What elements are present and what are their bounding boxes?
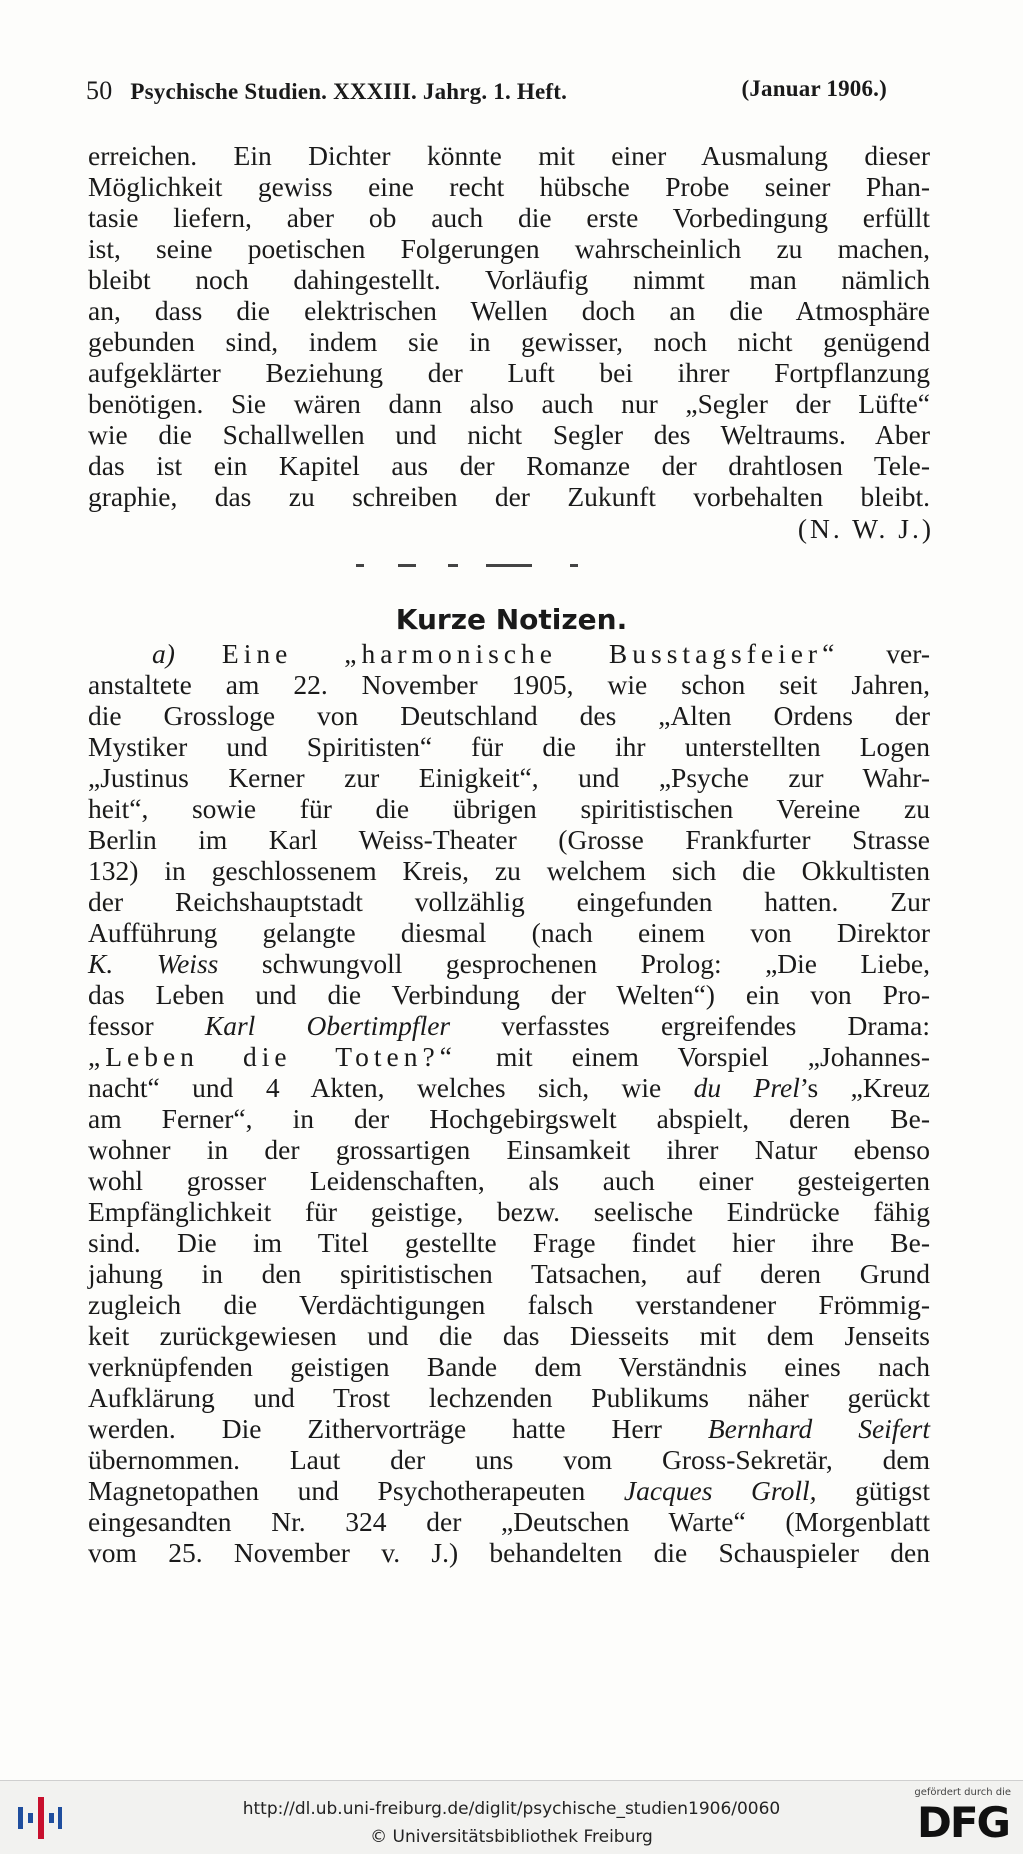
running-title: Psychische Studien. XXXIII. Jahrg. 1. Heft.: [130, 79, 568, 104]
text-line: benötigen. Sie wären dann also auch nur „Segler der Lüfte“: [88, 388, 930, 419]
event-title: Eine „harmonische Busstagsfeier“: [221, 638, 840, 669]
text-line: gebunden sind, indem sie in gewisser, noch nicht genügend: [88, 326, 930, 357]
text-line: graphie, das zu schreiben der Zukunft vorbehalten bleibt.: [88, 481, 930, 512]
text-line: nacht“ und 4 Akten, welches sich, wie du Prel’s „Kreuz: [88, 1072, 930, 1103]
text-line: eingesandten Nr. 324 der „Deutschen Warte“ (Morgenblatt: [88, 1506, 930, 1537]
item-marker: a): [152, 638, 175, 669]
dfg-label: gefördert durch die: [914, 1787, 1011, 1798]
text-line: Möglichkeit gewiss eine recht hübsche Probe seiner Phan-: [88, 171, 930, 202]
permalink-url[interactable]: http://dl.ub.uni-freiburg.de/diglit/psychische_studien1906/0060: [242, 1799, 781, 1819]
text-line: Berlin im Karl Weiss-Theater (Grosse Frankfurter Strasse: [88, 824, 930, 855]
text-line: übernommen. Laut der uns vom Gross-Sekretär, dem: [88, 1444, 930, 1475]
text-line: wohl grosser Leidenschaften, als auch einer gesteigerten: [88, 1165, 930, 1196]
text-line: bleibt noch dahingestellt. Vorläufig nimmt man nämlich: [88, 264, 930, 295]
viewer-footer: [0, 1780, 1023, 1854]
text-line: werden. Die Zithervorträge hatte Herr Bernhard Seifert: [88, 1413, 930, 1444]
text-line: das ist ein Kapitel aus der Romanze der drahtlosen Tele-: [88, 450, 930, 481]
text-line: sind. Die im Titel gestellte Frage findet hier ihre Be-: [88, 1227, 930, 1258]
text-line: wohner in der grossartigen Einsamkeit ihrer Natur ebenso: [88, 1134, 930, 1165]
issue-date: (Januar 1906.): [741, 76, 887, 101]
person-name: K. Weiss: [88, 948, 219, 979]
section-divider-ornament: [356, 562, 606, 568]
dfg-mark: DFG: [916, 1798, 1009, 1847]
text-line: 132) in geschlossenem Kreis, zu welchem sich die Okkultisten: [88, 855, 930, 886]
drama-title: „Leben die Toten?“: [88, 1041, 457, 1072]
text-line: fessor Karl Obertimpfler verfasstes ergreifendes Drama:: [88, 1010, 931, 1041]
person-name: Jacques Groll,: [623, 1475, 817, 1506]
text-line: jahung in den spiritistischen Tatsachen, auf deren Grund: [88, 1258, 930, 1289]
text-line: K. Weiss schwungvoll gesprochenen Prolog: „Die Liebe,: [88, 948, 930, 979]
text-line: anstaltete am 22. November 1905, wie schon seit Jahren,: [88, 669, 930, 700]
text-line: „Leben die Toten?“ mit einem Vorspiel „Johannes-: [88, 1041, 930, 1072]
text-line: Mystiker und Spiritisten“ für die ihr unterstellten Logen: [88, 731, 930, 762]
text-line: Aufklärung und Trost lechzenden Publikums näher gerückt: [88, 1382, 930, 1413]
person-name: du Prel: [693, 1072, 800, 1103]
text-line: vom 25. November v. J.) behandelten die Schauspieler den: [88, 1537, 930, 1568]
text-line: an, dass die elektrischen Wellen doch an die Atmosphäre: [88, 295, 930, 326]
author-signature: (N. W. J.): [797, 513, 934, 544]
copyright-notice: © Universitätsbibliothek Freiburg: [370, 1827, 653, 1847]
text-line: ist, seine poetischen Folgerungen wahrscheinlich zu machen,: [88, 233, 930, 264]
running-head: [86, 76, 901, 106]
text-line: die Grossloge von Deutschland des „Alten Ordens der: [88, 700, 930, 731]
text-line: heit“, sowie für die übrigen spiritistischen Vereine zu: [88, 793, 930, 824]
section-heading: Kurze Notizen.: [395, 603, 628, 636]
text-line: „Justinus Kerner zur Einigkeit“, und „Psyche zur Wahr-: [88, 762, 930, 793]
text-line: zugleich die Verdächtigungen falsch verstandener Frömmig-: [88, 1289, 930, 1320]
text-line: am Ferner“, in der Hochgebirgswelt abspielt, deren Be-: [88, 1103, 930, 1134]
text-line: tasie liefern, aber ob auch die erste Vorbedingung erfüllt: [88, 202, 930, 233]
text-line: Empfänglichkeit für geistige, bezw. seelische Eindrücke fähig: [88, 1196, 930, 1227]
text-line: der Reichshauptstadt vollzählig eingefunden hatten. Zur: [88, 886, 930, 917]
text-line: Magnetopathen und Psychotherapeuten Jacques Groll, gütigst: [88, 1475, 930, 1506]
text-line: das Leben und die Verbindung der Welten“) ein von Pro-: [88, 979, 930, 1010]
page-number: 50: [86, 76, 113, 105]
person-name: Karl Obertimpfler: [204, 1010, 451, 1041]
text-line: erreichen. Ein Dichter könnte mit einer Ausmalung dieser: [88, 140, 930, 171]
dfg-logo: [903, 1787, 1015, 1851]
person-name: Bernhard Seifert: [707, 1413, 930, 1444]
text-line: Aufführung gelangte diesmal (nach einem von Direktor: [88, 917, 930, 948]
text-line: keit zurückgewiesen und die das Diesseits mit dem Jenseits: [88, 1320, 930, 1351]
text-line: verknüpfenden geistigen Bande dem Verständnis eines nach: [88, 1351, 930, 1382]
text-line: wie die Schallwellen und nicht Segler des Weltraums. Aber: [88, 419, 930, 450]
text-line: aufgeklärter Beziehung der Luft bei ihrer Fortpflanzung: [88, 357, 930, 388]
text-line: a) Eine „harmonische Busstagsfeier“ ver-: [152, 638, 930, 669]
